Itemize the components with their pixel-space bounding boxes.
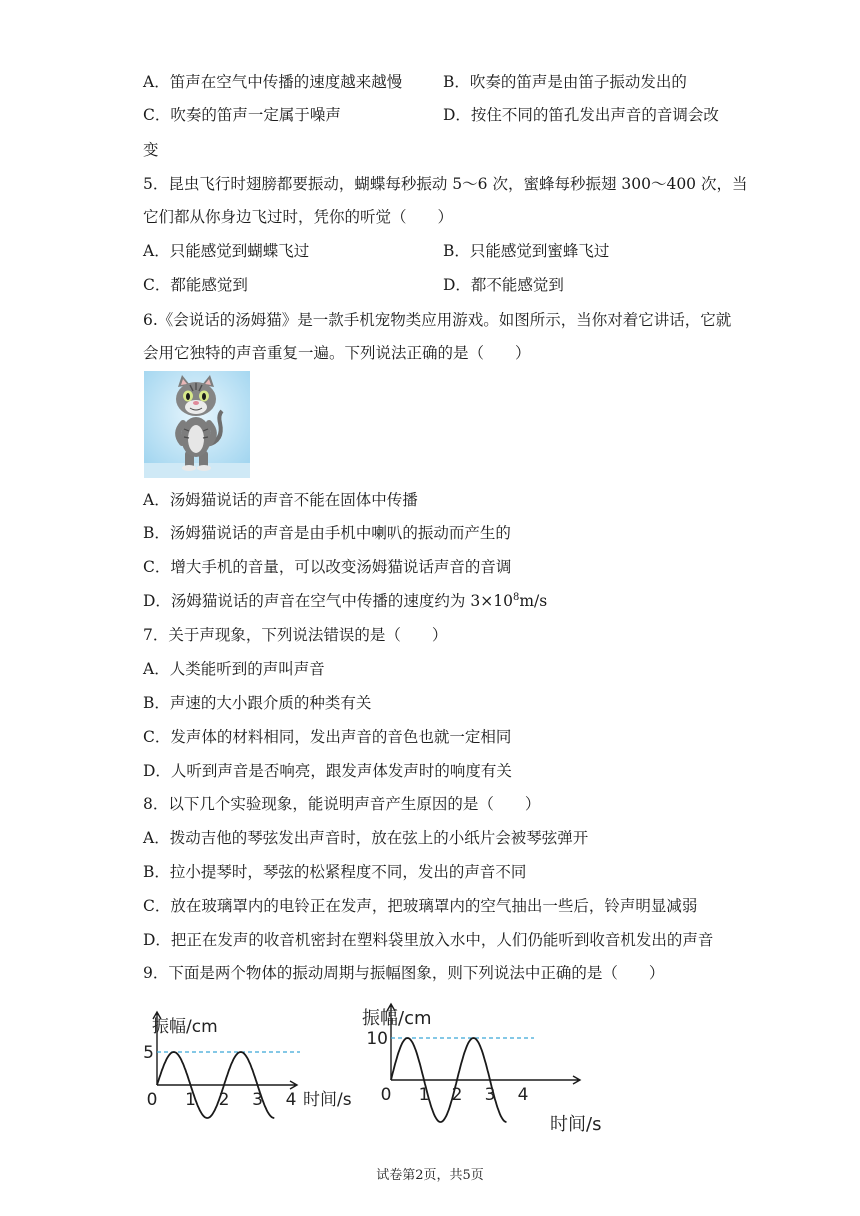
q6-option-a: A．汤姆猫说话的声音不能在固体中传播 bbox=[143, 491, 418, 509]
x-tick-label: 4 bbox=[517, 1085, 529, 1105]
q8-stem: 8．以下几个实验现象，能说明声音产生原因的是（ ） bbox=[143, 795, 541, 813]
x-tick-label: 1 bbox=[418, 1085, 430, 1105]
q6-option-c: C．增大手机的音量，可以改变汤姆猫说话声音的音调 bbox=[143, 558, 512, 576]
q7-option-c: C．发声体的材料相同，发出声音的音色也就一定相同 bbox=[143, 728, 512, 746]
q6-stem-line-2: 会用它独特的声音重复一遍。下列说法正确的是（ ） bbox=[143, 344, 531, 362]
x-tick-label: 0 bbox=[146, 1090, 158, 1110]
q5-option-a: A．只能感觉到蝴蝶飞过 bbox=[143, 242, 310, 260]
x-tick-label: 1 bbox=[185, 1090, 196, 1110]
q6-option-b: B．汤姆猫说话的声音是由手机中喇叭的振动而产生的 bbox=[143, 524, 511, 542]
q4-option-a: A．笛声在空气中传播的速度越来越慢 bbox=[143, 73, 403, 91]
x-tick-label: 2 bbox=[451, 1085, 463, 1105]
q6-option-d-text: D．汤姆猫说话的声音在空气中传播的速度约为 3×10 bbox=[143, 592, 513, 610]
y-axis-label: 振幅/cm bbox=[152, 1017, 218, 1037]
y-axis-label: 振幅/cm bbox=[362, 1008, 432, 1029]
q7-option-a: A．人类能听到的声叫声音 bbox=[143, 660, 325, 678]
q7-stem: 7．关于声现象，下列说法错误的是（ ） bbox=[143, 626, 448, 644]
q6-option-d-exponent: 8 bbox=[512, 591, 520, 603]
q4-option-b: B．吹奏的笛声是由笛子振动发出的 bbox=[443, 73, 687, 91]
q6-stem-line-1: 6.《会说话的汤姆猫》是一款手机宠物类应用游戏。如图所示，当你对着它讲话，它就 bbox=[143, 311, 732, 329]
q6-option-d-unit: m/s bbox=[519, 592, 548, 610]
x-axis-label: 时间/s bbox=[550, 1114, 602, 1135]
q5-option-c: C．都能感觉到 bbox=[143, 276, 248, 294]
q8-option-b: B．拉小提琴时，琴弦的松紧程度不同，发出的声音不同 bbox=[143, 863, 527, 881]
q4-option-d: D．按住不同的笛孔发出声音的音调会改 bbox=[443, 106, 719, 124]
y-tick-label: 10 bbox=[366, 1029, 388, 1049]
q4-option-d-continued: 变 bbox=[143, 141, 159, 159]
vibration-graph-left bbox=[140, 1000, 360, 1145]
q9-stem: 9．下面是两个物体的振动周期与振幅图象，则下列说法中正确的是（ ） bbox=[143, 964, 665, 982]
x-tick-label: 2 bbox=[218, 1090, 230, 1110]
y-tick-label: 5 bbox=[143, 1043, 154, 1063]
x-tick-label: 3 bbox=[252, 1090, 263, 1110]
page-footer: 试卷第2页，共5页 bbox=[376, 1168, 484, 1183]
q8-option-a: A．拨动吉他的琴弦发出声音时，放在弦上的小纸片会被琴弦弹开 bbox=[143, 829, 589, 847]
x-axis bbox=[391, 1076, 580, 1084]
q7-option-d: D．人听到声音是否响亮，跟发声体发声时的响度有关 bbox=[143, 762, 512, 780]
graph-tick-labels bbox=[143, 1043, 296, 1110]
x-tick-label: 4 bbox=[285, 1090, 297, 1110]
talking-tom-cat-image bbox=[144, 371, 250, 478]
q7-option-b: B．声速的大小跟介质的种类有关 bbox=[143, 694, 372, 712]
vibration-graph-right bbox=[358, 996, 620, 1146]
x-tick-label: 3 bbox=[484, 1085, 496, 1105]
q6-option-d bbox=[143, 591, 547, 611]
x-tick-label: 0 bbox=[380, 1085, 392, 1105]
q4-option-c: C．吹奏的笛声一定属于噪声 bbox=[143, 106, 341, 124]
q5-option-d: D．都不能感觉到 bbox=[443, 276, 564, 294]
x-axis bbox=[157, 1081, 297, 1089]
q5-stem-line-2: 它们都从你身边飞过时，凭你的听觉（ ） bbox=[143, 208, 454, 226]
x-axis-label: 时间/s bbox=[303, 1090, 352, 1110]
q5-option-b: B．只能感觉到蜜蜂飞过 bbox=[443, 242, 610, 260]
q8-option-c: C．放在玻璃罩内的电铃正在发声，把玻璃罩内的空气抽出一些后，铃声明显减弱 bbox=[143, 897, 698, 915]
q5-stem-line-1: 5．昆虫飞行时翅膀都要振动，蝴蝶每秒振动 5～6 次，蜜蜂每秒振翅 300～400 次，当 bbox=[143, 175, 748, 193]
q8-option-d: D．把正在发声的收音机密封在塑料袋里放入水中，人们仍能听到收音机发出的声音 bbox=[143, 931, 714, 949]
